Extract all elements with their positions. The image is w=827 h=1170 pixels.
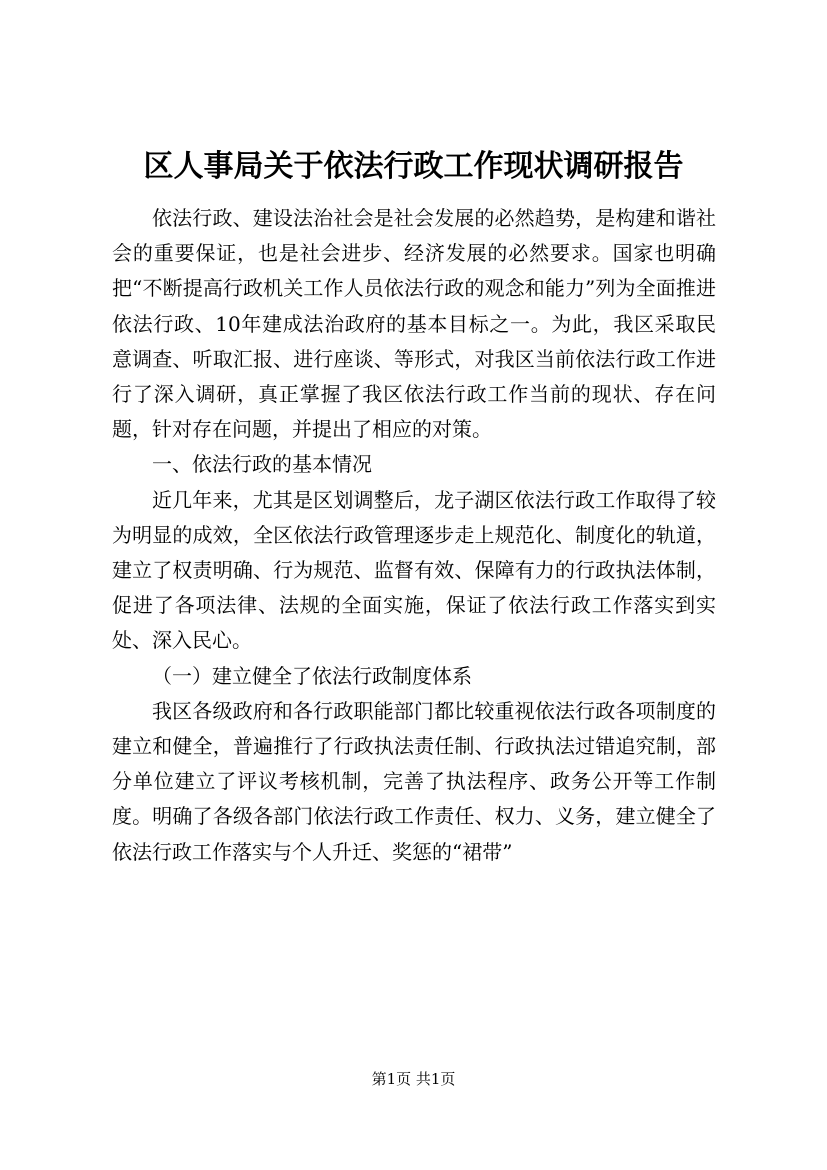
document-title: 区人事局关于依法行政工作现状调研报告: [143, 149, 684, 184]
paragraph-system: 我区各级政府和各行政职能部门都比较重视依法行政各项制度的建立和健全，普遍推行了行政执法责任制、行政执法过错追究制，部分单位建立了评议考核机制，完善了执法程序、政务公开等工作制度。明确了各级各部门依法行政工作责任、权力、义务，建立健全了依法行政工作落实与个人升迁、奖惩的“裙带”: [112, 698, 716, 864]
subsection-heading-system: （一）建立健全了依法行政制度体系: [152, 663, 472, 688]
paragraph-basic-situation: 近几年来，尤其是区划调整后，龙子湖区依法行政工作取得了较为明显的成效，全区依法行政管理逐步走上规范化、制度化的轨道，建立了权责明确、行为规范、监督有效、保障有力的行政执法体制，促进了各项法律、法规的全面实施，保证了依法行政工作落实到实处、深入民心。: [112, 487, 716, 653]
section-heading-basic-situation: 一、依法行政的基本情况: [152, 452, 372, 477]
paragraph-intro: 依法行政、建设法治社会是社会发展的必然趋势，是构建和谐社会的重要保证，也是社会进步、经济发展的必然要求。国家也明确把“不断提高行政机关工作人员依法行政的观念和能力”列为全面推进依法行政、10年建成法治政府的基本目标之一。为此，我区采取民意调查、听取汇报、进行座谈、等形式，对我区当前依法行政工作进行了深入调研，真正掌握了我区依法行政工作当前的现状、存在问题，针对存在问题，并提出了相应的对策。: [112, 206, 716, 442]
page-footer: 第1页 共1页: [371, 1070, 456, 1088]
document-body: [112, 201, 716, 870]
